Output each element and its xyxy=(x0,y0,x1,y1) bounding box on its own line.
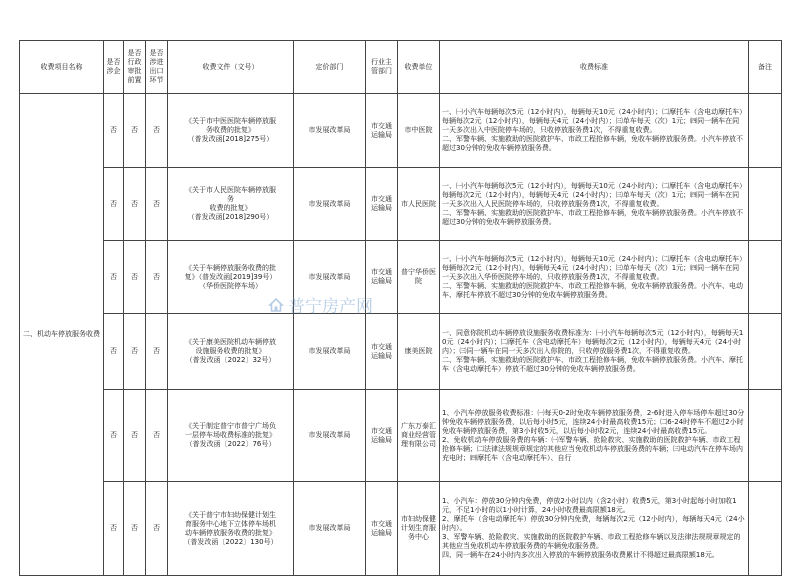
pricing-dept-cell: 市发展改革局 xyxy=(294,241,366,314)
admin-pre-cell: 否 xyxy=(124,168,146,241)
header-row xyxy=(20,41,782,94)
col-header-fee-standard: 收费标准 xyxy=(440,41,749,94)
col-header-remark: 备注 xyxy=(749,41,782,94)
standard-paragraph: 1、小汽车：停放30分钟内免费，停放2小时以内（含2小时）收费5元，第3小时起每小时加收1元，不足1小时的以1小时计算，24小时收费最高限额18元。 xyxy=(442,497,737,514)
is-enterprise-cell: 否 xyxy=(104,314,124,390)
standard-paragraph: 二、军警车辆、实施救助的医院救护车、市政工程抢修车辆，免收车辆停放服务费。小汽车停放不超过30分钟的免收车辆停放服务费。 xyxy=(442,135,743,152)
doc-line: （华侨医院停车场） xyxy=(199,281,262,290)
fee-doc-cell xyxy=(168,482,294,576)
remark-cell xyxy=(749,390,782,482)
fee-unit-cell: 广东万泰汇商业经营管理有限公司 xyxy=(398,390,440,482)
import-export-cell: 否 xyxy=(146,314,168,390)
fee-doc-cell xyxy=(168,94,294,168)
table-row xyxy=(20,168,782,241)
pricing-dept-cell: 市发展改革局 xyxy=(294,94,366,168)
industry-dept-cell: 市交通运输局 xyxy=(366,482,398,576)
standard-paragraph: 一、㈠小汽车每辆每次5元（12小时内），每辆每天10元（24小时内）；㈡摩托车（含电动摩托车）每辆每次2元（12小时内），每辆每天4元（24小时内）；㈢单车每天（次）1元；㈣同一辆车在同一天多次出入华侨医院停车场的，只收停放服务费1次，不得重复收费。 xyxy=(442,254,743,281)
fee-doc-cell xyxy=(168,390,294,482)
col-header-item-name: 收费项目名称 xyxy=(20,41,104,94)
fee-unit-cell: 康美医院 xyxy=(398,314,440,390)
fee-unit-cell: 普宁华侨医院 xyxy=(398,241,440,314)
import-export-cell: 否 xyxy=(146,390,168,482)
col-header-import-export: 是否涉进出口环节 xyxy=(146,41,168,94)
fee-standard-cell xyxy=(440,241,749,314)
doc-line: 育服务中心地下立体停车场机 xyxy=(185,519,276,528)
standard-paragraph: 一、㈠小汽车每辆每次5元（12小时内），每辆每天10元（24小时内）；㈡摩托车（含电动摩托车）每辆每次2元（12小时内），每辆每天4元（24小时内）；㈢单车每天（次）1元；㈣同一辆车在同一天多次出入人民医院停车场的，只收停放服务费1次，不得重复收费。 xyxy=(442,181,743,208)
pricing-dept-cell: 市发展改革局 xyxy=(294,314,366,390)
industry-dept-cell: 市交通运输局 xyxy=(366,241,398,314)
fee-unit-cell: 市妇幼保健计划生育服务中心 xyxy=(398,482,440,576)
fee-doc-cell xyxy=(168,241,294,314)
col-header-industry-dept: 行业主管部门 xyxy=(366,41,398,94)
standard-paragraph: 2、摩托车（含电动摩托车）停放30分钟内免费，每辆每次2元（12小时内），每辆每天4元（24小时内）。 xyxy=(442,515,745,532)
fee-doc-cell xyxy=(168,168,294,241)
import-export-cell: 否 xyxy=(146,94,168,168)
remark-cell xyxy=(749,94,782,168)
industry-dept-cell: 市交通运输局 xyxy=(366,390,398,482)
admin-pre-cell: 否 xyxy=(124,390,146,482)
col-header-fee-doc: 收费文件（文号） xyxy=(168,41,294,94)
doc-line: 《关于制定普宁市普宁广场负 xyxy=(185,422,276,430)
is-enterprise-cell: 否 xyxy=(104,390,124,482)
standard-paragraph: 一、同意你院机动车辆停放设施服务收费标准为：㈠小汽车每辆每次5元（12小时内），每辆每天10元（24小时内）；㈡摩托车（含电动摩托车）每辆每次2元（12小时内），每辆每天4元（24小时内）；㈢同一辆车在同一天多次出入你院的，只收停放服务费1次，不得重复收费。 xyxy=(442,329,744,355)
doc-line: 动车辆停放服务收费的批复》 xyxy=(185,528,276,537)
doc-line: （普发改函〔2022〕130号） xyxy=(183,537,278,546)
doc-line: 《关于车辆停放服务收费的批 xyxy=(185,263,276,272)
fee-standard-cell xyxy=(440,314,749,390)
fee-standard-cell xyxy=(440,482,749,576)
fee-unit-cell: 市人民医院 xyxy=(398,168,440,241)
admin-pre-cell: 否 xyxy=(124,94,146,168)
remark-cell xyxy=(749,168,782,241)
standard-paragraph: 四、同一辆车在24小时内多次出入停放的车辆停放服务收费累计不得超过最高限额18元。 xyxy=(442,551,719,559)
fee-unit-cell: 市中医院 xyxy=(398,94,440,168)
is-enterprise-cell: 否 xyxy=(104,94,124,168)
fee-standard-cell xyxy=(440,168,749,241)
standard-paragraph: 二、军警车辆、实施救助的医院救护车、市政工程抢修车辆，免收车辆停放服务费。小汽车、电动车、摩托车停放不超过30分钟的免收车辆停放服务费。 xyxy=(442,281,743,299)
pricing-dept-cell: 市发展改革局 xyxy=(294,390,366,482)
doc-line: 《关于康美医院机动车辆停放 xyxy=(185,338,276,346)
doc-line: 《关于市人民医院车辆停放服 xyxy=(185,186,276,194)
is-enterprise-cell: 否 xyxy=(104,482,124,576)
table-row xyxy=(20,314,782,390)
col-header-is-enterprise: 是否涉企 xyxy=(104,41,124,94)
doc-line: （普发改函〔2022〕76号） xyxy=(185,440,276,448)
doc-line: 设施服务收费的批复》 xyxy=(195,347,266,355)
industry-dept-cell: 市交通运输局 xyxy=(366,168,398,241)
table-row xyxy=(20,482,782,576)
standard-paragraph: 一、㈠小汽车每辆每次5元（12小时内），每辆每天10元（24小时内）；㈡摩托车（含电动摩托车）每辆每次2元（12小时内），每辆每天4元（24小时内）；㈢单车每天（次）1元；㈣同一辆车在同一天多次出入中医院停车场的，只收停放服务费1次，不得重复收费。 xyxy=(442,108,743,134)
standard-paragraph: 二、军警车辆、实施救助的医院救护车、市政工程抢修车辆，免收车辆停放服务费。小汽车、摩托车（含电动摩托车）停放不超过30分钟的免收车辆停放服务费。 xyxy=(442,356,743,373)
category-cell: 二、机动车停放服务收费 xyxy=(20,94,104,576)
admin-pre-cell: 否 xyxy=(124,482,146,576)
doc-line: 复》（普发改函[2019]39号） xyxy=(184,272,277,281)
table-row xyxy=(20,241,782,314)
fee-standard-cell xyxy=(440,390,749,482)
fee-doc-cell xyxy=(168,314,294,390)
admin-pre-cell: 否 xyxy=(124,314,146,390)
remark-cell xyxy=(749,241,782,314)
import-export-cell: 否 xyxy=(146,482,168,576)
doc-line: 收费的批复》 xyxy=(209,204,252,212)
table-row xyxy=(20,390,782,482)
industry-dept-cell: 市交通运输局 xyxy=(366,314,398,390)
doc-line: （普发改函[2018]290号） xyxy=(187,213,274,221)
doc-line: （普发改函[2018]275号） xyxy=(187,135,274,143)
standard-paragraph: 2、免收机动车停放服务费的车辆：㈠军警车辆、抢险救灾、实施救助的医院救护车辆、市政工程抢修车辆；㈡法律法规规章规定的其他应当免收机动车停放服务费的车辆；㈢电动汽车在停车场内充电时；㈣摩托车（含电动摩托车）、自行 xyxy=(442,435,743,462)
col-header-pricing-dept: 定价部门 xyxy=(294,41,366,94)
doc-line: 一层停车场收费标准的批复》 xyxy=(185,431,276,439)
doc-line: 《关于普宁市妇幼保健计划生 xyxy=(185,510,276,519)
doc-line: 务 xyxy=(227,195,234,203)
industry-dept-cell: 市交通运输局 xyxy=(366,94,398,168)
pricing-dept-cell: 市发展改革局 xyxy=(294,168,366,241)
col-header-fee-unit: 收费单位 xyxy=(398,41,440,94)
fee-table xyxy=(19,40,782,576)
is-enterprise-cell: 否 xyxy=(104,241,124,314)
admin-pre-cell: 否 xyxy=(124,241,146,314)
remark-cell xyxy=(749,482,782,576)
pricing-dept-cell: 市发展改革局 xyxy=(294,482,366,576)
standard-paragraph: 1、小汽车停放服务收费标准：㈠每天0-2时免收车辆停放服务费，2-6时进入停车场停车超过30分钟免收车辆停放服务费，以后每小时5元，连续24小时最高收费15元；㈡6-24时停车不超过2小时免收车辆停放服务费，第3小时收5元，以后每小时收2元，连续24小时最高收费15元。 xyxy=(442,408,745,435)
standard-paragraph: 二、军警车辆、实施救助的医院救护车、市政工程抢修车辆，免收车辆停放服务费。小汽车停放不超过30分钟的免收车辆停放服务费。 xyxy=(442,208,743,226)
import-export-cell: 否 xyxy=(146,241,168,314)
fee-standard-cell xyxy=(440,94,749,168)
standard-paragraph: 3、军警车辆、抢险救灾、实施救助的医院救护车辆、市政工程抢修车辆以及法律法规规章规定的其他应当免收机动车停放服务费的车辆免收服务费。 xyxy=(442,533,741,550)
is-enterprise-cell: 否 xyxy=(104,168,124,241)
remark-cell xyxy=(749,314,782,390)
import-export-cell: 否 xyxy=(146,168,168,241)
doc-line: 《关于市中医医院车辆停放服 xyxy=(185,117,276,125)
col-header-admin-pre: 是否行政审批前置 xyxy=(124,41,146,94)
doc-line: 务收费的批复》 xyxy=(206,126,255,134)
watermark-text: 普宁房产网 xyxy=(288,297,373,317)
doc-line: （普发改函〔2022〕32号） xyxy=(185,356,276,364)
table-row xyxy=(20,94,782,168)
